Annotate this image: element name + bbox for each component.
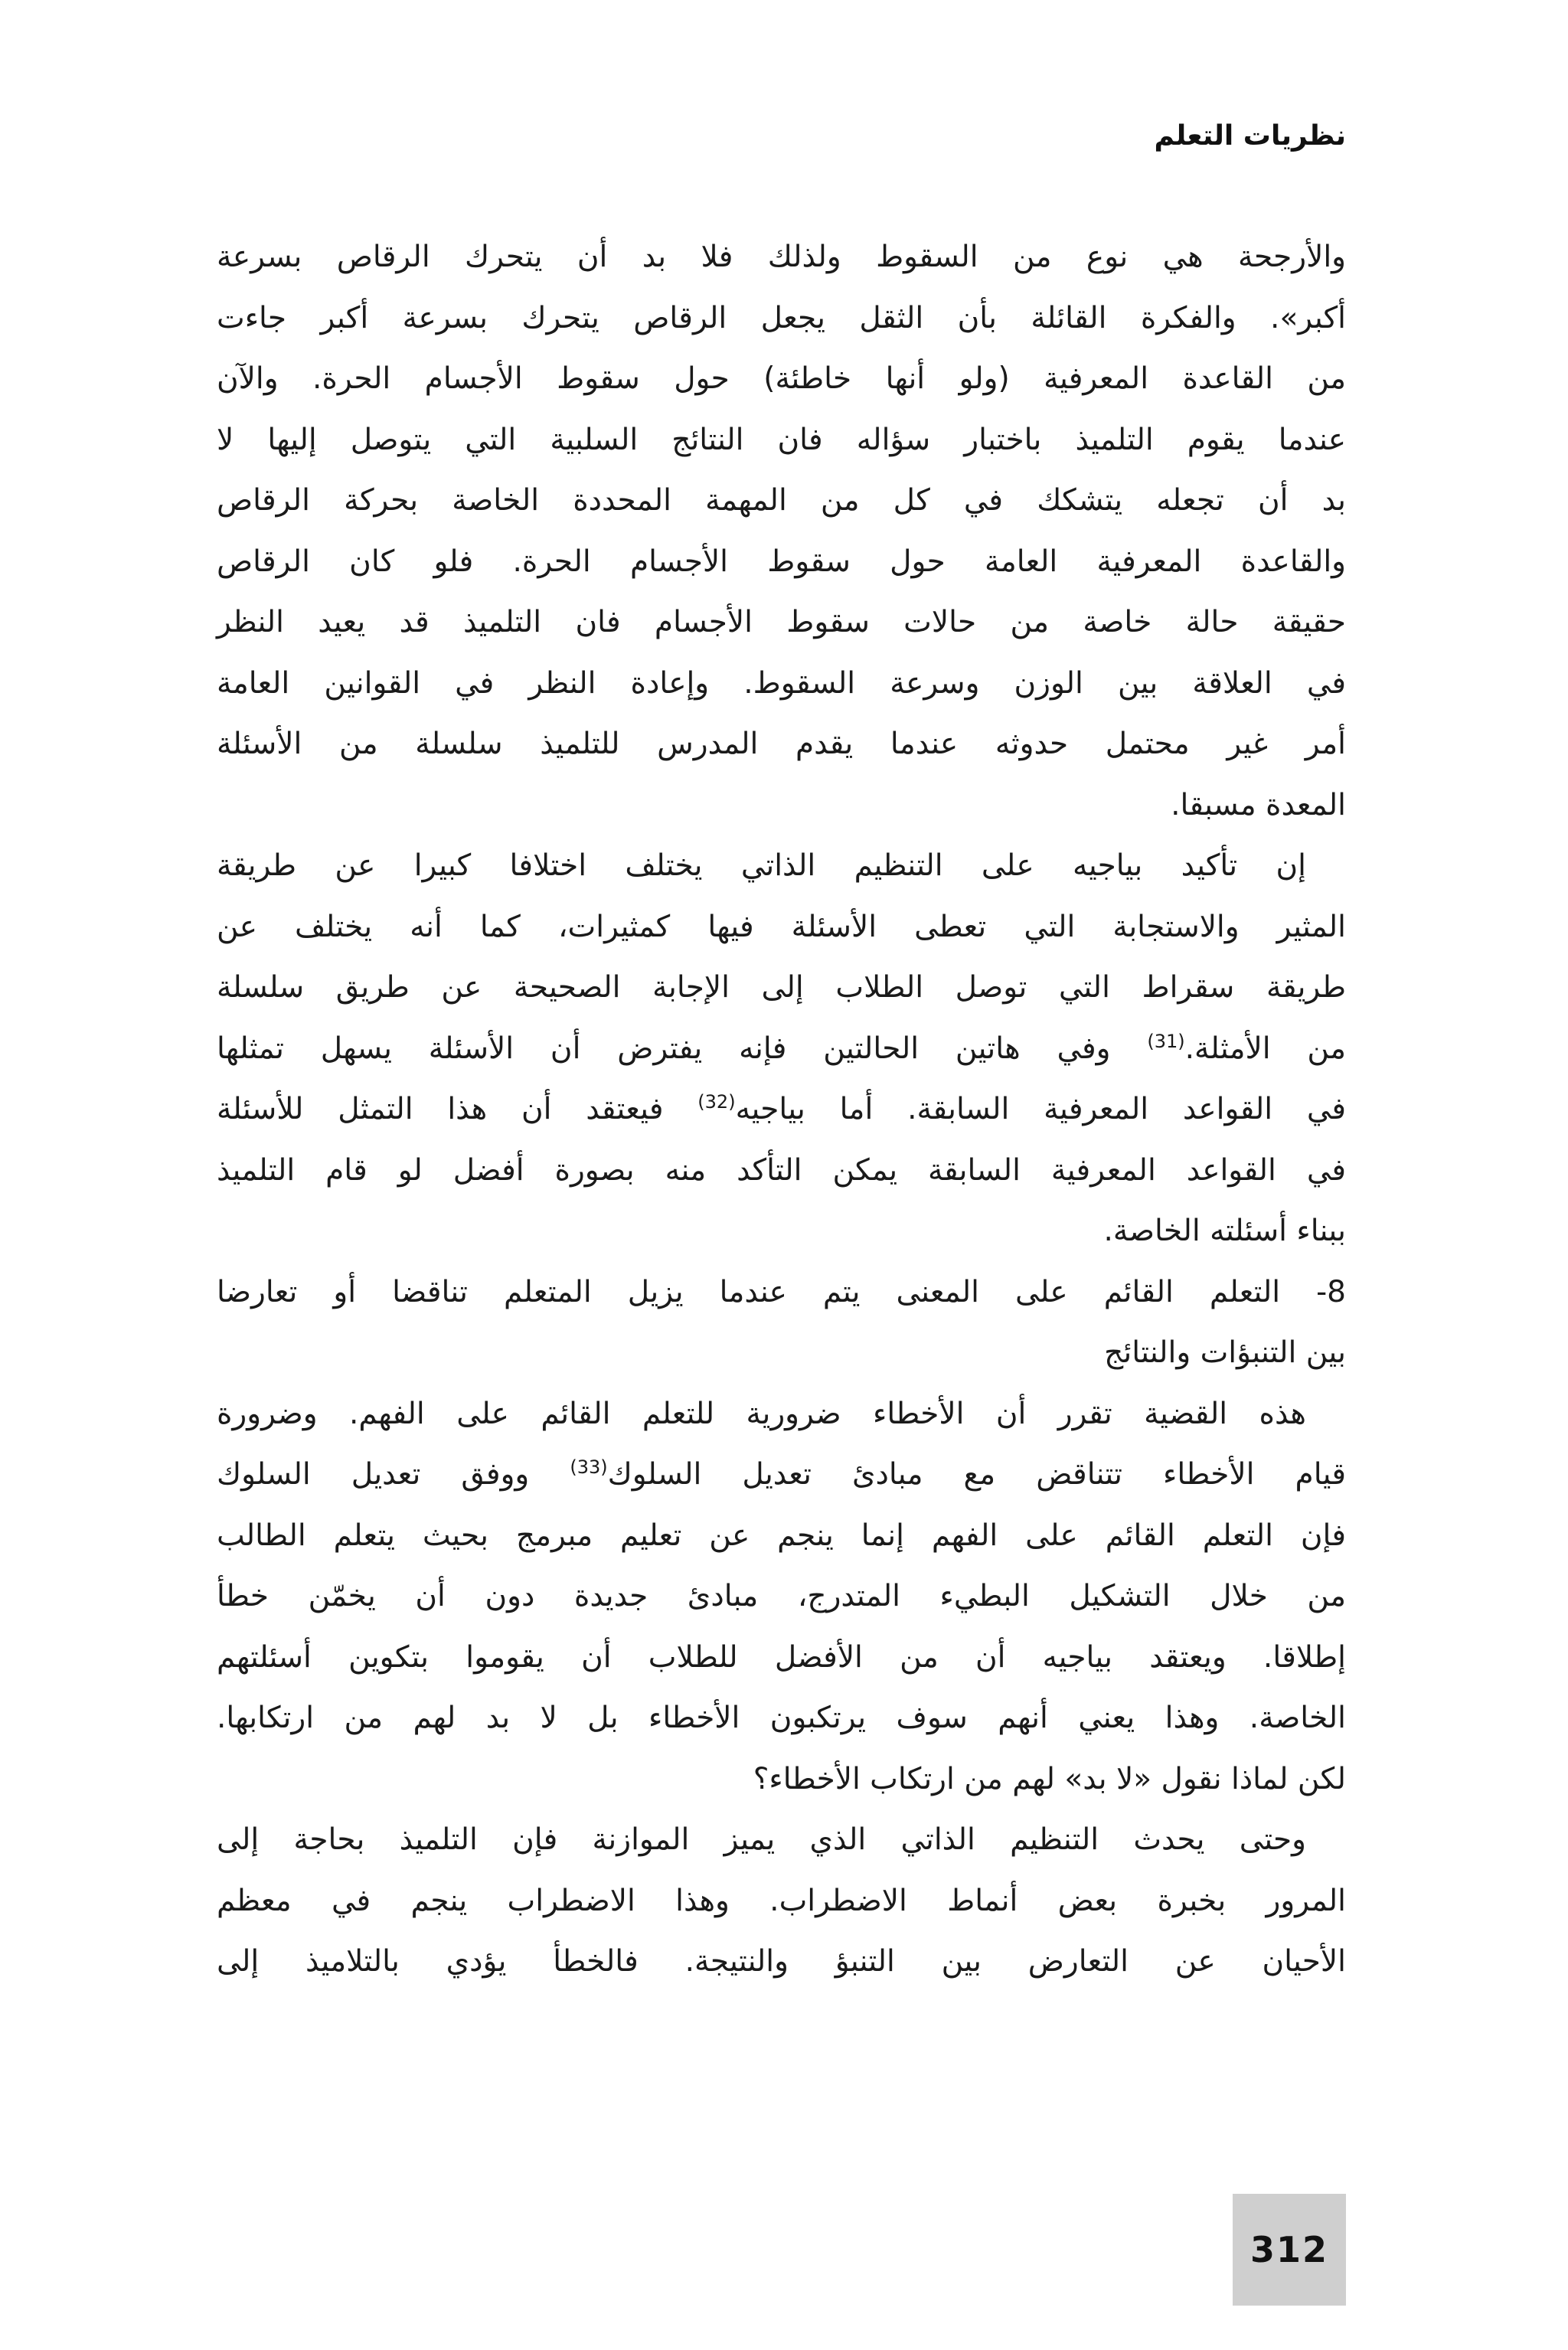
- text-line: [217, 835, 1346, 897]
- text-line: [217, 897, 1346, 958]
- text-line-content: بين التنبؤات والنتائج: [1104, 1335, 1346, 1370]
- text-line: [217, 775, 1346, 836]
- text-line: [217, 1262, 1346, 1323]
- text-line: [217, 1688, 1346, 1749]
- text-line-content: لكن لماذا نقول «لا بد» لهم من ارتكاب الأخطاء؟: [753, 1761, 1346, 1796]
- text-line-content: في القواعد المعرفية السابقة. أما بياجيه: [735, 1092, 1346, 1126]
- text-line-content: طريقة سقراط التي توصل الطلاب إلى الإجابة الصحيحة عن طريق سلسلة: [217, 970, 1346, 1005]
- text-line-content: بد أن تجعله يتشكك في كل من المهمة المحددة الخاصة بحركة الرقاص: [217, 483, 1346, 518]
- text-line: [217, 653, 1346, 714]
- text-line: [217, 288, 1346, 349]
- text-line-content: من خلال التشكيل البطيء المتدرج، مبادئ جديدة دون أن يخمّن خطأ: [217, 1579, 1346, 1613]
- footnote-marker: (33): [570, 1456, 608, 1478]
- text-line-continuation: ووفق تعديل السلوك: [217, 1457, 570, 1492]
- text-line: [217, 1627, 1346, 1688]
- text-line-content: المثير والاستجابة التي تعطى الأسئلة فيها كمثيرات، كما أنه يختلف عن: [217, 909, 1346, 944]
- text-line-content: في العلاقة بين الوزن وسرعة السقوط. وإعادة النظر في القوانين العامة: [217, 665, 1346, 701]
- text-line: [217, 1018, 1346, 1080]
- text-line: [217, 714, 1346, 775]
- text-line: [217, 1444, 1346, 1505]
- page-number-box: [1233, 2194, 1346, 2306]
- text-line-content: حقيقة حالة خاصة من حالات سقوط الأجسام فان التلميذ قد يعيد النظر: [217, 605, 1346, 639]
- text-line-content: في القواعد المعرفية السابقة يمكن التأكد منه بصورة أفضل لو قام التلميذ: [217, 1152, 1346, 1188]
- text-line-content: إطلاقا. ويعتقد بياجيه أن من الأفضل للطلاب أن يقوموا بتكوين أسئلتهم: [217, 1639, 1346, 1675]
- text-line-continuation: وفي هاتين الحالتين فإنه يفترض أن الأسئلة يسهل تمثلها: [217, 1031, 1148, 1066]
- text-line: [217, 348, 1346, 410]
- text-line-content: المرور بخبرة بعض أنماط الاضطراب. وهذا الاضطراب ينجم في معظم: [217, 1883, 1346, 1918]
- footnote-marker: (32): [697, 1091, 736, 1113]
- text-line-content: الخاصة. وهذا يعني أنهم سوف يرتكبون الأخطاء بل لا بد لهم من ارتكابها.: [217, 1701, 1346, 1735]
- page-number: 312: [1250, 2229, 1329, 2270]
- text-line: [217, 1931, 1346, 1992]
- footnote-marker: (31): [1147, 1030, 1185, 1052]
- text-line: [217, 470, 1346, 531]
- text-line-content: 8- التعلم القائم على المعنى يتم عندما يزيل المتعلم تناقضا أو تعارضا: [217, 1274, 1346, 1309]
- text-line: [217, 1140, 1346, 1201]
- text-line: [217, 1505, 1346, 1567]
- text-line-content: هذه القضية تقرر أن الأخطاء ضرورية للتعلم القائم على الفهم. وضرورة: [217, 1396, 1306, 1431]
- text-line: [217, 1201, 1346, 1262]
- text-line-content: والقاعدة المعرفية العامة حول سقوط الأجسام الحرة. فلو كان الرقاص: [217, 544, 1346, 579]
- text-line-content: والأرجحة هي نوع من السقوط ولذلك فلا بد أن يتحرك الرقاص بسرعة: [217, 240, 1346, 274]
- text-line: [217, 1079, 1346, 1140]
- text-line-content: من القاعدة المعرفية (ولو أنها خاطئة) حول سقوط الأجسام الحرة. والآن: [217, 361, 1346, 396]
- text-line-content: من الأمثلة.: [1184, 1031, 1346, 1066]
- text-line-content: الأحيان عن التعارض بين التنبؤ والنتيجة. فالخطأ يؤدي بالتلاميذ إلى: [217, 1944, 1346, 1979]
- text-line-content: إن تأكيد بياجيه على التنظيم الذاتي يختلف اختلافا كبيرا عن طريقة: [217, 848, 1306, 883]
- text-line-content: وحتى يحدث التنظيم الذاتي الذي يميز الموازنة فإن التلميذ بحاجة إلى: [217, 1822, 1306, 1857]
- text-line: [217, 531, 1346, 593]
- text-line: [217, 1566, 1346, 1627]
- body-text: [217, 227, 1346, 1992]
- text-line: [217, 1809, 1346, 1871]
- text-line-content: أكبر». والفكرة القائلة بأن الثقل يجعل الرقاص يتحرك بسرعة أكبر جاءت: [217, 300, 1346, 335]
- text-line-content: عندما يقوم التلميذ باختبار سؤاله فان النتائج السلبية التي يتوصل إليها لا: [217, 422, 1346, 457]
- text-line: [217, 1322, 1346, 1384]
- text-line: [217, 1384, 1346, 1445]
- text-line: [217, 1749, 1346, 1810]
- text-line-content: قيام الأخطاء تتناقض مع مبادئ تعديل السلوك: [607, 1457, 1346, 1492]
- text-line-content: أمر غير محتمل حدوثه عندما يقدم المدرس للتلميذ سلسلة من الأسئلة: [217, 727, 1346, 761]
- text-line: [217, 1871, 1346, 1932]
- text-line: [217, 410, 1346, 471]
- text-line: [217, 227, 1346, 288]
- text-line-content: المعدة مسبقا.: [1171, 787, 1346, 822]
- text-line-content: ببناء أسئلته الخاصة.: [1103, 1214, 1346, 1248]
- text-line: [217, 957, 1346, 1018]
- text-line-continuation: فيعتقد أن هذا التمثل للأسئلة: [217, 1092, 698, 1126]
- running-head: نظريات التعلم: [1154, 120, 1346, 152]
- text-line-content: فإن التعلم القائم على الفهم إنما ينجم عن تعليم مبرمج بحيث يتعلم الطالب: [217, 1518, 1346, 1553]
- text-line: [217, 592, 1346, 653]
